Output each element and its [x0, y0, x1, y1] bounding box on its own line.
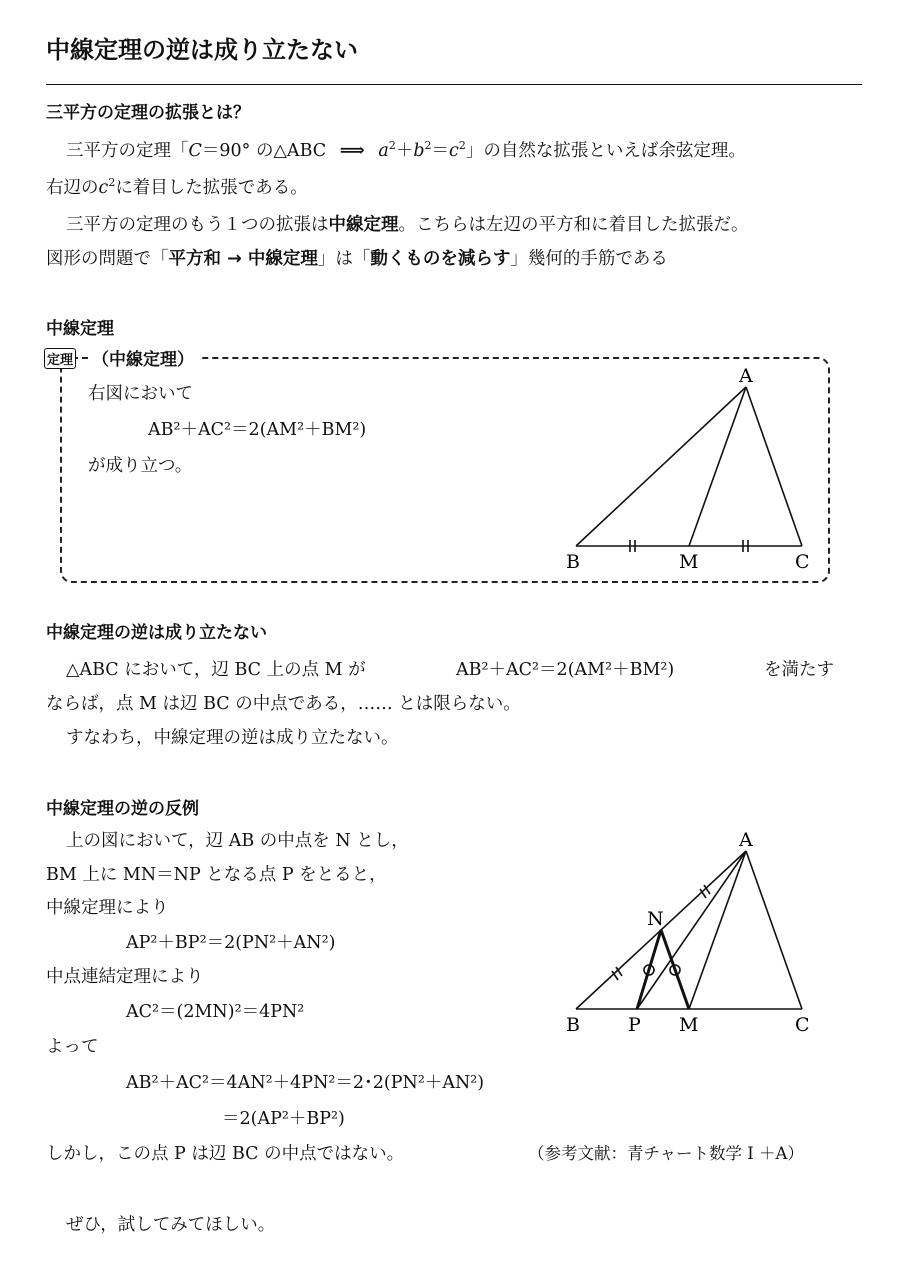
fig1-label-b: B	[566, 551, 580, 573]
section3-line1a: △ABC において，辺 BC 上の点 M が	[66, 660, 366, 680]
page-title: 中線定理の逆は成り立たない	[46, 36, 358, 64]
section4-heading: 中線定理の逆の反例	[46, 799, 199, 819]
section4-line4: 中点連結定理により	[46, 967, 204, 987]
fig2-segment-ap	[637, 851, 746, 1009]
fig1-label-a: A	[739, 365, 753, 387]
section1-line3: 三平方の定理のもう１つの拡張は中線定理。こちらは左辺の平方和に着目した拡張だ。	[66, 215, 749, 235]
closing-text: ぜひ，試してみてほしい。	[66, 1215, 276, 1235]
fig2-label-b: B	[566, 1014, 580, 1036]
fig2-label-a: A	[739, 829, 753, 851]
fig2-segment-am	[689, 851, 746, 1009]
reference: （参考文献：青チャート数学 I ＋A）	[528, 1144, 804, 1163]
section4-line2: BM 上に MN＝NP となる点 P をとると，	[46, 865, 387, 885]
section3-line1b: を満たす	[764, 660, 834, 680]
section2-heading: 中線定理	[46, 319, 114, 339]
section4-line6: しかし，この点 P は辺 BC の中点ではない。	[46, 1144, 405, 1164]
fig2-label-c: C	[795, 1014, 810, 1036]
fig2-label-p: P	[628, 1014, 641, 1036]
section4-line3: 中線定理により	[46, 898, 169, 918]
theorem-line1: 右図において	[88, 384, 193, 404]
section4-formula1: AP²＋BP²＝2(PN²＋AN²)	[126, 933, 336, 953]
section3-heading: 中線定理の逆は成り立たない	[46, 623, 267, 643]
section4-formula3: AB²＋AC²＝4AN²＋4PN²＝2･2(PN²＋AN²)	[126, 1073, 485, 1093]
section1-heading: 三平方の定理の拡張とは？	[46, 103, 250, 123]
fig2-side-ac	[746, 851, 802, 1009]
section1-line2: 右辺の$c^2$に着目した拡張である。	[46, 176, 308, 198]
section3-line3: すなわち，中線定理の逆は成り立たない。	[66, 728, 399, 748]
section3-line2: ならば，点 M は辺 BC の中点である，…… とは限らない。	[46, 694, 521, 714]
theorem-formula: AB²＋AC²＝2(AM²＋BM²)	[148, 420, 367, 440]
fig1-label-m: M	[679, 551, 699, 573]
section4-line1: 上の図において，辺 AB の中点を N とし，	[66, 831, 409, 851]
fig2-label-m: M	[679, 1014, 699, 1036]
fig2-label-n: N	[647, 908, 664, 930]
fig1-label-c: C	[795, 551, 810, 573]
fig2-tick-nb	[612, 967, 622, 980]
section1-line1: 三平方の定理「C＝90° の△ABC ⟹ $a^2+b^2=c^2$」の自然な拡張といえば余弦定理。	[66, 139, 746, 161]
theorem-line3: が成り立つ。	[88, 456, 193, 476]
section4-line5: よって	[46, 1037, 99, 1057]
theorem-name: （中線定理）	[92, 345, 202, 370]
section3-formula: AB²＋AC²＝2(AM²＋BM²)	[456, 660, 675, 680]
section4-formula2: AC²＝(2MN)²＝4PN²	[126, 1002, 305, 1022]
theorem-tag: 定理	[44, 348, 76, 369]
fig2-tick-an	[700, 885, 710, 898]
section4-formula4: ＝2(AP²＋BP²)	[222, 1109, 345, 1129]
section1-line4: 図形の問題で「平方和 → 中線定理」は「動くものを減らす」幾何的手筋である	[46, 249, 668, 269]
